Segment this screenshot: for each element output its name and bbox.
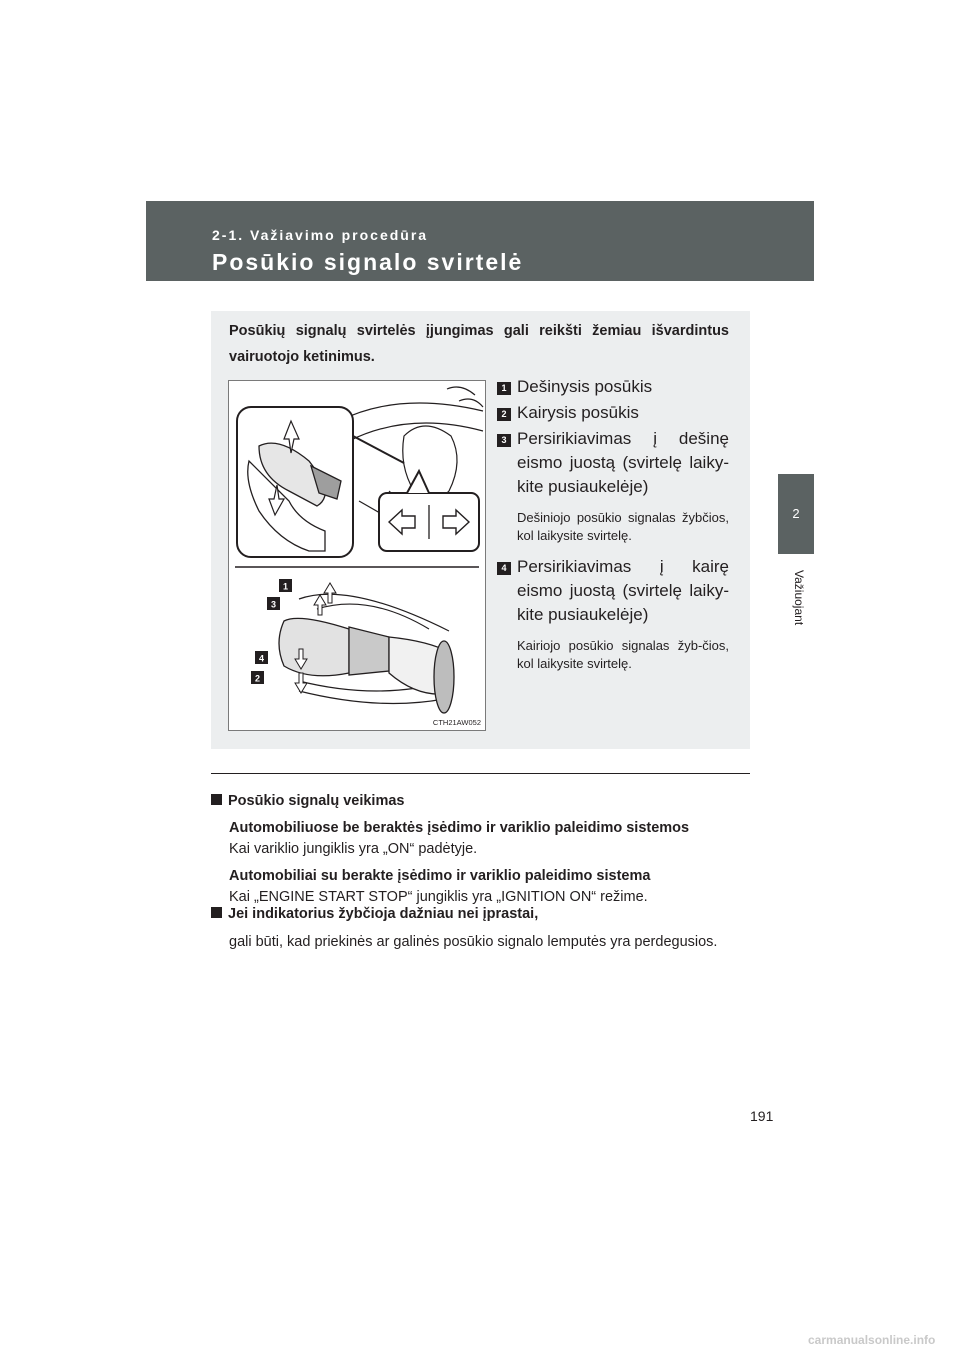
- bullet-square-icon: [211, 794, 222, 805]
- item-note: Kairiojo posūkio signalas žyb-čios, kol laikysite svirtelę.: [517, 638, 729, 671]
- callout-2: 2: [254, 673, 261, 684]
- intro-text: Posūkių signalų svirtelės įjungimas gali reikšti žemiau išvardintus vairuotojo ketinimus.: [229, 323, 729, 365]
- item-number: 3: [497, 434, 511, 447]
- condition-text: Kai variklio jungiklis yra „ON“ padėtyje.: [229, 841, 478, 857]
- section-fast-blinking: [211, 904, 756, 953]
- page-number: 191: [750, 1108, 774, 1124]
- callout-1: 1: [282, 581, 289, 592]
- section-text: gali būti, kad priekinės ar galinės posūkio signalo lemputės yra perdegusios.: [229, 934, 718, 950]
- list-item: [497, 375, 729, 399]
- section-subtitle: 2-1. Važiavimo procedūra: [212, 227, 429, 243]
- watermark: carmanualsonline.info: [808, 1333, 936, 1347]
- condition-heading: Automobiliai su berakte įsėdimo ir variklio paleidimo sistema: [229, 868, 651, 884]
- item-number: 4: [497, 562, 511, 575]
- section-heading: Jei indikatorius žybčioja dažniau nei įprastai,: [228, 906, 539, 922]
- item-number: 1: [497, 382, 511, 395]
- item-note: Dešiniojo posūkio signalas žybčios, kol laikysite svirtelę.: [517, 510, 729, 543]
- figure-code: CTH21AW052: [432, 718, 481, 727]
- item-number: 2: [497, 408, 511, 421]
- section-divider: [211, 773, 750, 774]
- chapter-tab: 2: [778, 474, 814, 554]
- chapter-label: Važiuojant: [792, 570, 806, 626]
- list-item: [497, 555, 729, 627]
- item-text: Dešinysis posūkis: [517, 377, 653, 396]
- signal-list: [497, 375, 729, 683]
- condition-text: Kai „ENGINE START STOP“ jungiklis yra „IGNITION ON“ režime.: [229, 889, 648, 905]
- callout-4: 4: [258, 653, 265, 664]
- section-signal-operation: [211, 791, 756, 908]
- item-text: Kairysis posūkis: [517, 403, 639, 422]
- bullet-square-icon: [211, 907, 222, 918]
- page-title: Posūkio signalo svirtelė: [212, 249, 524, 275]
- list-item: [497, 401, 729, 425]
- turn-signal-lever-illustration: [229, 381, 485, 730]
- illustration: [228, 380, 486, 731]
- list-item: [497, 427, 729, 499]
- section-heading: Posūkio signalų veikimas: [228, 793, 405, 809]
- item-text: Persirikiavimas į kairę eismo juostą (svirtelę laiky-kite pusiaukelėje): [517, 557, 729, 624]
- section-header: [146, 201, 814, 281]
- condition-heading: Automobiliuose be beraktės įsėdimo ir variklio paleidimo sistemos: [229, 820, 690, 836]
- item-text: Persirikiavimas į dešinę eismo juostą (svirtelę laiky-kite pusiaukelėje): [517, 429, 729, 496]
- callout-3: 3: [270, 599, 277, 610]
